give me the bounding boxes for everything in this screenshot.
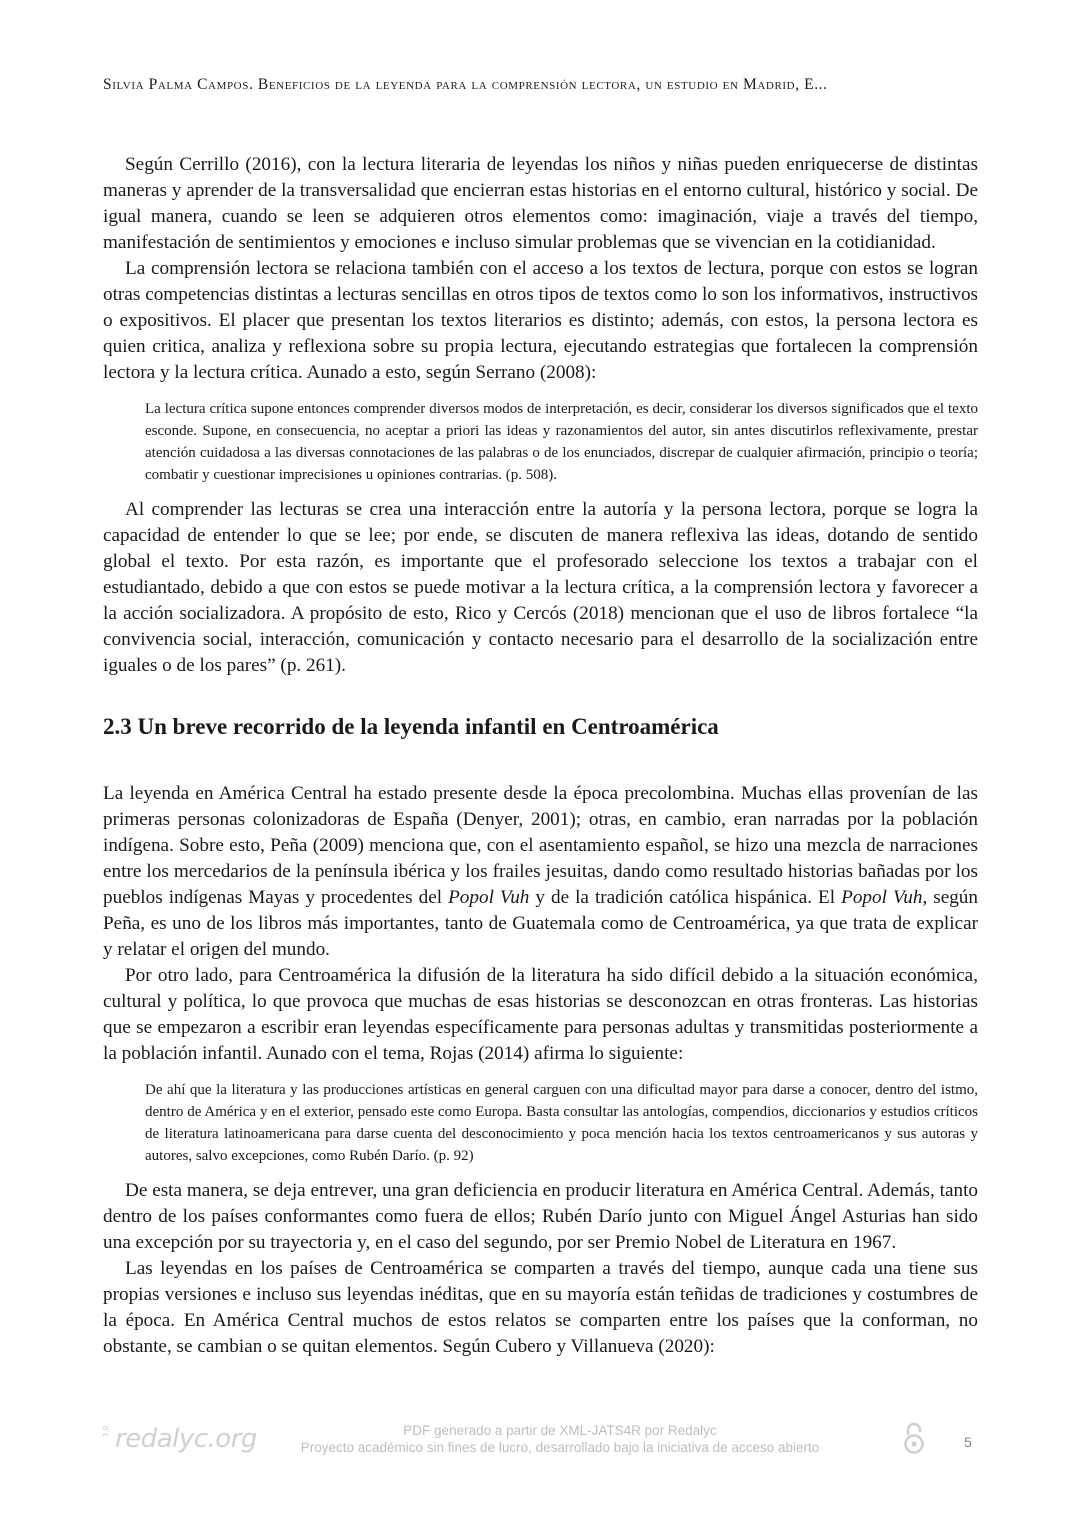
logo-version: 3.0 <box>102 1426 110 1438</box>
page-footer <box>0 1418 1080 1478</box>
footer-line: PDF generado a partir de XML-JATS4R por Redalyc <box>403 1423 717 1438</box>
footer-notice <box>270 1422 850 1456</box>
paragraph: Al comprender las lecturas se crea una interacción entre la autoría y la persona lectora, porque se logra la capacidad de entender lo que se lee; por ende, se discuten de manera reflexiva las ideas, dotando de sentido global el texto. Por esta razón, es importante que el profesorado seleccione los textos a trabajar con el estudiantado, debido a que con estos se puede motivar a la lectura crítica, a la comprensión lectora y favorecer a la acción socializadora. A propósito de esto, Rico y Cercós (2018) mencionan que el uso de libros fortalece “la convivencia social, interacción, comunicación y contacto necesario para el desarrollo de la socialización entre iguales o de los pares” (p. 261). <box>103 499 978 676</box>
paragraph: De esta manera, se deja entrever, una gran deficiencia en producir literatura en América Central. Además, tanto dentro de los países conformantes como fuera de ellos; Rubén Darío junto con Miguel Ángel Asturias han sido una excepción por su trayectoria y, en el caso del segundo, por ser Premio Nobel de Literatura en 1967. <box>103 1180 978 1253</box>
paragraph: Según Cerrillo (2016), con la lectura literaria de leyendas los niños y niñas pueden enriquecerse de distintas maneras y aprender de la transversalidad que encierran estas historias en el entorno cultural, histórico y social. De igual manera, cuando se leen se adquieren otros elementos como: imaginación, viaje a través del tiempo, manifestación de sentimientos y emociones e incluso simular problemas que se vivencian en la cotidianidad. <box>103 154 978 253</box>
redalyc-logo[interactable] <box>102 1424 257 1458</box>
section-heading: 2.3 Un breve recorrido de la leyenda infantil en Centroamérica <box>103 714 719 739</box>
logo-text: redalyc.org <box>115 1424 257 1454</box>
page-number: 5 <box>964 1434 972 1450</box>
paragraph: Las leyendas en los países de Centroamérica se comparten a través del tiempo, aunque cada una tiene sus propias versiones e incluso sus leyendas inéditas, que en su mayoría están teñidas de tradiciones y costumbres de la época. En América Central muchos de estos relatos se comparten entre los países que la conforman, no obstante, se cambian o se quitan elementos. Según Cubero y Villanueva (2020): <box>103 1258 978 1357</box>
open-access-icon <box>902 1421 926 1455</box>
paragraph: Por otro lado, para Centroamérica la difusión de la literatura ha sido difícil debido a la situación económica, cultural y política, lo que provoca que muchas de esas historias se desconozcan en otras fronteras. Las historias que se empezaron a escribir eran leyendas específicamente para personas adultas y transmitidas posteriormente a la población infantil. Aunado con el tema, Rojas (2014) afirma lo siguiente: <box>103 965 978 1064</box>
italic-title: Popol Vuh <box>448 887 530 908</box>
paragraph <box>103 781 978 963</box>
text-run: La leyenda en América Central ha estado presente desde la época precolombina. Muchas ellas provenían de las primeras personas colonizadoras de España (Denyer, 2001); otras, en cambio, eran narradas por la población indígena. Sobre esto, Peña (2009) menciona que, con el asentamiento español, se hizo una mezcla de narraciones entre los mercedarios de la península ibérica y los frailes jesuitas, dando como resultado historias bañadas por los pueblos indígenas Mayas y procedentes del <box>103 783 978 908</box>
paragraph: La comprensión lectora se relaciona también con el acceso a los textos de lectura, porque con estos se logran otras competencias distintas a lecturas sencillas en otros tipos de textos como lo son los informativos, instructivos o expositivos. El placer que presentan los textos literarios es distinto; además, con estos, la persona lectora es quien critica, analiza y reflexiona sobre su propia lectura, ejecutando estrategias que fortalecen la comprensión lectora y la lectura crítica. Aunado a esto, según Serrano (2008): <box>103 258 978 383</box>
block-quote: La lectura crítica supone entonces comprender diversos modos de interpretación, es decir, considerar los diversos significados que el texto esconde. Supone, en consecuencia, no aceptar a priori las ideas y razonamientos del autor, sin antes discutirlos reflexivamente, prestar atención cuidadosa a las diversas connotaciones de las palabras o de los enunciados, discrepar de cualquier afirmación, principio o teoría; combatir y cuestionar imprecisiones u opiniones contrarias. (p. 508). <box>145 401 978 483</box>
block-quote: De ahí que la literatura y las producciones artísticas en general carguen con una dificultad mayor para darse a conocer, dentro del istmo, dentro de América y en el exterior, pensado este como Europa. Basta consultar las antologías, compendios, diccionarios y estudios críticos de literatura latinoamericana para darse cuenta del desconocimiento y poca mención hacia los textos centroamericanos y sus autoras y autores, salvo excepciones, como Rubén Darío. (p. 92) <box>145 1082 978 1164</box>
article-body <box>103 152 978 1360</box>
text-run: y de la tradición católica hispánica. El <box>529 887 842 908</box>
text-run: , según Peña, es uno de los libros más importantes, tanto de Guatemala como de Centroamérica, ya que trata de explicar y relatar el origen del mundo. <box>103 887 978 960</box>
running-header: Silvia Palma Campos. Beneficios de la leyenda para la comprensión lectora, un estudio en Madrid, E... <box>103 76 828 93</box>
italic-title: Popol Vuh <box>841 887 923 908</box>
footer-line: Proyecto académico sin fines de lucro, desarrollado bajo la iniciativa de acceso abierto <box>300 1440 820 1455</box>
